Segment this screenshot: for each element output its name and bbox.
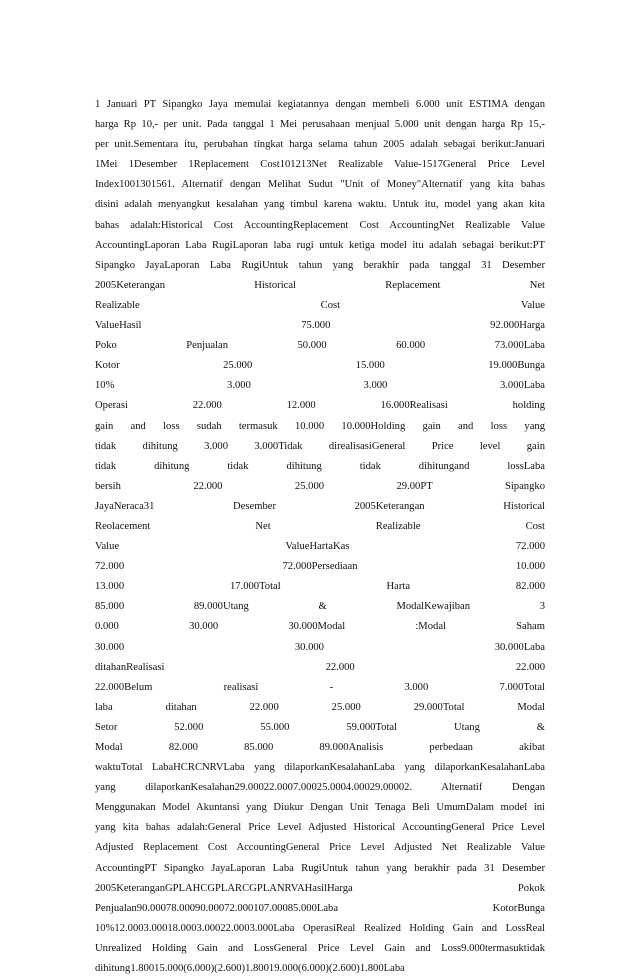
text-line: Reolacement Net Realizable Cost xyxy=(95,520,545,532)
text-line: JayaNeraca31 Desember 2005Keterangan Historical xyxy=(95,500,545,512)
text-line: 85.000 89.000Utang & ModalKewajiban 3 xyxy=(95,601,545,613)
text-line: yang dilaporkanKesalahan29.00022.0007.00025.0004.00029.00002. Alternatif Dengan xyxy=(95,782,545,794)
text-line: harga Rp 10,- per unit. Pada tanggal 1 Mei perusahaan menjual 5.000 unit dengan harga Rp 15,- xyxy=(95,119,545,131)
text-line: Penjualan90.00078.00090.00072.000107.00085.000Laba KotorBunga xyxy=(95,902,545,914)
text-line: Operasi 22.000 12.000 16.000Realisasi holding xyxy=(95,400,545,412)
text-line: Menggunakan Model Akuntansi yang Diukur Dengan Unit Tenaga Beli UmumDalam model ini xyxy=(95,802,545,814)
text-line: 2005KeteranganGPLAHCGPLARCGPLANRVAHasilHarga Pokok xyxy=(95,882,545,894)
text-line: Kotor 25.000 15.000 19.000Bunga xyxy=(95,360,545,372)
text-line: Sipangko JayaLaporan Laba RugiUntuk tahun yang berakhir pada tanggal 31 Desember xyxy=(95,259,545,271)
text-line: tidak dihitung 3.000 3.000Tidak direalisasiGeneral Price level gain xyxy=(95,440,545,452)
text-line: Realizable Cost Value xyxy=(95,299,545,311)
text-line: Unrealized Holding Gain and LossGeneral Price Level Gain and Loss9.000termasuktidak xyxy=(95,942,545,954)
text-line: 0.000 30.000 30.000Modal :Modal Saham xyxy=(95,621,545,633)
text-line: 10% 3.000 3.000 3.000Laba xyxy=(95,380,545,392)
text-line: ValueHasil 75.000 92.000Harga xyxy=(95,320,545,332)
text-line: gain and loss sudah termasuk 10.000 10.000Holding gain and loss yang xyxy=(95,420,545,432)
text-line: 72.000 72.000Persediaan 10.000 xyxy=(95,561,545,573)
text-line: ditahanRealisasi 22.000 22.000 xyxy=(95,661,545,673)
text-line: Modal 82.000 85.000 89.000Analisis perbedaan akibat xyxy=(95,742,545,753)
text-line: 1Mei 1Desember 1Replacement Cost101213Net Realizable Value-1517General Price Level xyxy=(95,159,545,171)
text-line: 10%12.0003.00018.0003.00022.0003.000Laba OperasiReal Realized Holding Gain and LossReal xyxy=(95,922,545,934)
text-line: Adjusted Replacement Cost AccountingGeneral Price Level Adjusted Net Realizable Value xyxy=(95,842,545,854)
text-line: per unit.Sementara itu, perubahan tingkat harga selama tahun 2005 adalah sebagai berikut:Januari xyxy=(95,139,545,151)
text-line: dihitung1.80015.000(6.000)(2.600)1.80019.000(6.000)(2.600)1.800Laba xyxy=(95,963,405,975)
text-line: tidak dihitung tidak dihitung tidak dihitungand lossLaba xyxy=(95,460,545,472)
text-line: 2005Keterangan Historical Replacement Net xyxy=(95,279,545,291)
text-line: bersih 22.000 25.000 29.00PT Sipangko xyxy=(95,480,545,492)
text-line: 22.000Belum realisasi - 3.000 7.000Total xyxy=(95,681,545,693)
text-line: Value ValueHartaKas 72.000 xyxy=(95,541,545,553)
document-body xyxy=(95,95,545,979)
text-line: laba ditahan 22.000 25.000 29.000Total Modal xyxy=(95,701,545,713)
text-line: disini adalah menyangkut kesalahan yang timbul karena waktu. Untuk itu, model yang akan kita xyxy=(95,199,545,211)
text-line: waktuTotal LabaHCRCNRVLaba yang dilaporkanKesalahanLaba yang dilaporkanKesalahanLaba xyxy=(95,762,545,774)
text-line: 30.000 30.000 30.000Laba xyxy=(95,641,545,653)
text-line: AccountingLaporan Laba RugiLaporan laba rugi untuk ketiga model itu adalah sebagai berikut:PT xyxy=(95,239,545,251)
text-line: Index1001301561. Alternatif dengan Melihat Sudut "Unit of Money"Alternatif yang kita bahas xyxy=(95,179,545,191)
text-line: AccountingPT Sipangko JayaLaporan Laba RugiUntuk tahun yang berakhir pada 31 Desember xyxy=(95,862,545,874)
text-line: yang kita bahas adalah:General Price Level Adjusted Historical AccountingGeneral Price Level xyxy=(95,822,545,834)
text-line: 13.000 17.000Total Harta 82.000 xyxy=(95,581,545,593)
text-line: bahas adalah:Historical Cost AccountingReplacement Cost AccountingNet Realizable Value xyxy=(95,219,545,231)
text-line: Setor 52.000 55.000 59.000Total Utang & xyxy=(95,721,545,733)
text-line: 1 Januari PT Sipangko Jaya memulai kegiatannya dengan membeli 6.000 unit ESTIMA dengan xyxy=(95,99,545,110)
text-line: Poko Penjualan 50.000 60.000 73.000Laba xyxy=(95,340,545,352)
